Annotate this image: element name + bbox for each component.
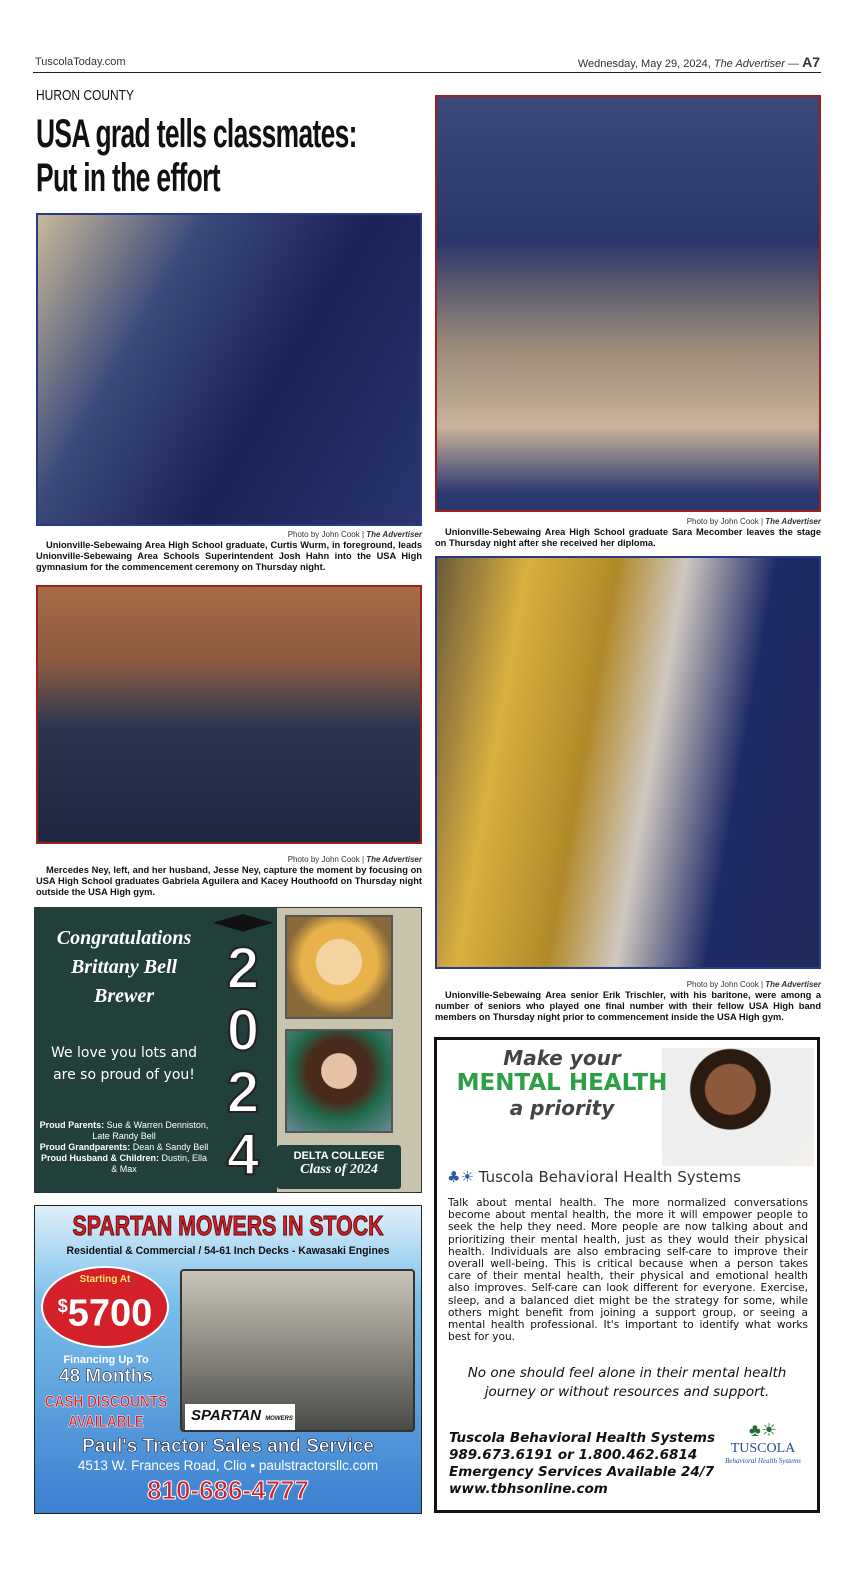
ad-body: Talk about mental health. The more normalized conversations become about mental health, the more it will empower people to seek the help they need. More people are now talking about and prioritizing their mental health, just as they would their physical health. Individuals are also embracing self-care to improve their overall well-being. This is critical because when a person takes care of their mental health, their physical and emotional health also improves. Self-care can look different for everyone. Exercise, sleep, and a balanced diet might be the strategy for some, while others might benefit from joining a support group, or seeing a mental health professional. It's important to identify what works best for you.: [448, 1197, 808, 1344]
college-badge: DELTA COLLEGE Class of 2024: [277, 1145, 401, 1189]
headline-line: Put in the effort: [36, 156, 220, 200]
headline-line: USA grad tells classmates:: [36, 112, 357, 156]
tuscola-logo: ♣☀ TUSCOLA Behavioral Health Systems: [725, 1420, 801, 1465]
photo-credit: Photo by John Cook | The Advertiser: [686, 517, 821, 526]
site-name[interactable]: TuscolaToday.com: [35, 56, 126, 68]
ad-message: We love you lots and are so proud of you!: [50, 1045, 198, 1083]
price-badge: Starting At $5700: [41, 1266, 169, 1348]
dash: —: [788, 58, 800, 70]
ad-title: Congratulations Brittany Bell Brewer: [56, 927, 192, 1007]
org-name: ♣☀ Tuscola Behavioral Health Systems: [447, 1168, 741, 1186]
paper-name: The Advertiser: [713, 58, 785, 70]
photo-tuba-player: [435, 556, 821, 969]
ad-tagline: No one should feel alone in their mental health journey or without resources and support.: [467, 1365, 787, 1400]
ad-title: SPARTAN MOWERS IN STOCK: [72, 1210, 384, 1241]
date: Wednesday, May 29, 2024,: [577, 58, 711, 70]
baby-photo: [285, 915, 393, 1019]
photo-parents-taking-pictures: [36, 585, 422, 844]
nurse-photo: [285, 1029, 393, 1133]
tree-sun-logo-icon: ♣☀: [447, 1168, 474, 1186]
photo-caption: Unionville-Sebewaing Area senior Erik Trischler, with his baritone, were among a number of seniors who played one final number with their fellow USA High band members on Thursday night prior to commencement inside the USA High gym.: [435, 990, 821, 1022]
spartan-mowers-ad: [34, 1205, 422, 1514]
congratulations-ad: [34, 907, 422, 1193]
family-credits: Proud Parents: Sue & Warren Denniston, Late Randy Bell Proud Grandparents: Dean & Sandy Bell Proud Husband & Children: Dustin, Ella & Max: [39, 1120, 209, 1174]
phone-number[interactable]: 810-686-4777: [147, 1475, 309, 1505]
photo-credit: Photo by John Cook | The Advertiser: [287, 855, 422, 864]
dealer-info: Paul's Tractor Sales and Service 4513 W. Frances Road, Clio • paulstractorsllc.com 810-686-4777: [35, 1436, 421, 1506]
photo-credit: Photo by John Cook | The Advertiser: [686, 980, 821, 989]
ad-subtitle: Residential & Commercial / 54-61 Inch Decks - Kawasaki Engines: [66, 1245, 390, 1257]
photo-caption: Unionville-Sebewaing Area High School graduate, Curtis Wurm, in foreground, leads Unionville-Sebewaing Area Schools Superintendent Josh Hahn into the USA High gymnasium for the commencement ceremony on Thursday night.: [36, 540, 422, 572]
photo-graduate-leaving-stage: [435, 95, 821, 512]
year-graphic: 2024: [226, 936, 260, 1187]
page-header: [578, 54, 820, 70]
photo-caption: Mercedes Ney, left, and her husband, Jesse Ney, capture the moment by focusing on USA High School graduates Gabriela Aguilera and Kacey Houthoofd on Thursday night outside the USA High gym.: [36, 865, 422, 897]
mental-health-ad: [434, 1037, 820, 1513]
photo-caption: Unionville-Sebewaing Area High School graduate Sara Mecomber leaves the stage on Thursday night after she received her diploma.: [435, 527, 821, 548]
section-label: HURON COUNTY: [36, 87, 134, 104]
page-number: A7: [802, 54, 820, 70]
woman-photo: [662, 1048, 814, 1166]
photo-credit: Photo by John Cook | The Advertiser: [287, 530, 422, 539]
website-link[interactable]: www.tbhsonline.com: [449, 1481, 608, 1497]
ad-headline: Make your MENTAL HEALTH a priority: [456, 1046, 668, 1120]
photo-graduate-procession: [36, 213, 422, 526]
contact-info: Tuscola Behavioral Health Systems 989.673.6191 or 1.800.462.6814 Emergency Services Available 24/7 www.tbhsonline.com: [449, 1430, 716, 1497]
financing-info: Financing Up To 48 Months CASH DISCOUNTS AVAILABLE: [44, 1354, 168, 1431]
headline: [36, 112, 357, 200]
spartan-logo: SPARTAN MOWERS: [185, 1404, 295, 1430]
header-rule: [33, 72, 821, 73]
